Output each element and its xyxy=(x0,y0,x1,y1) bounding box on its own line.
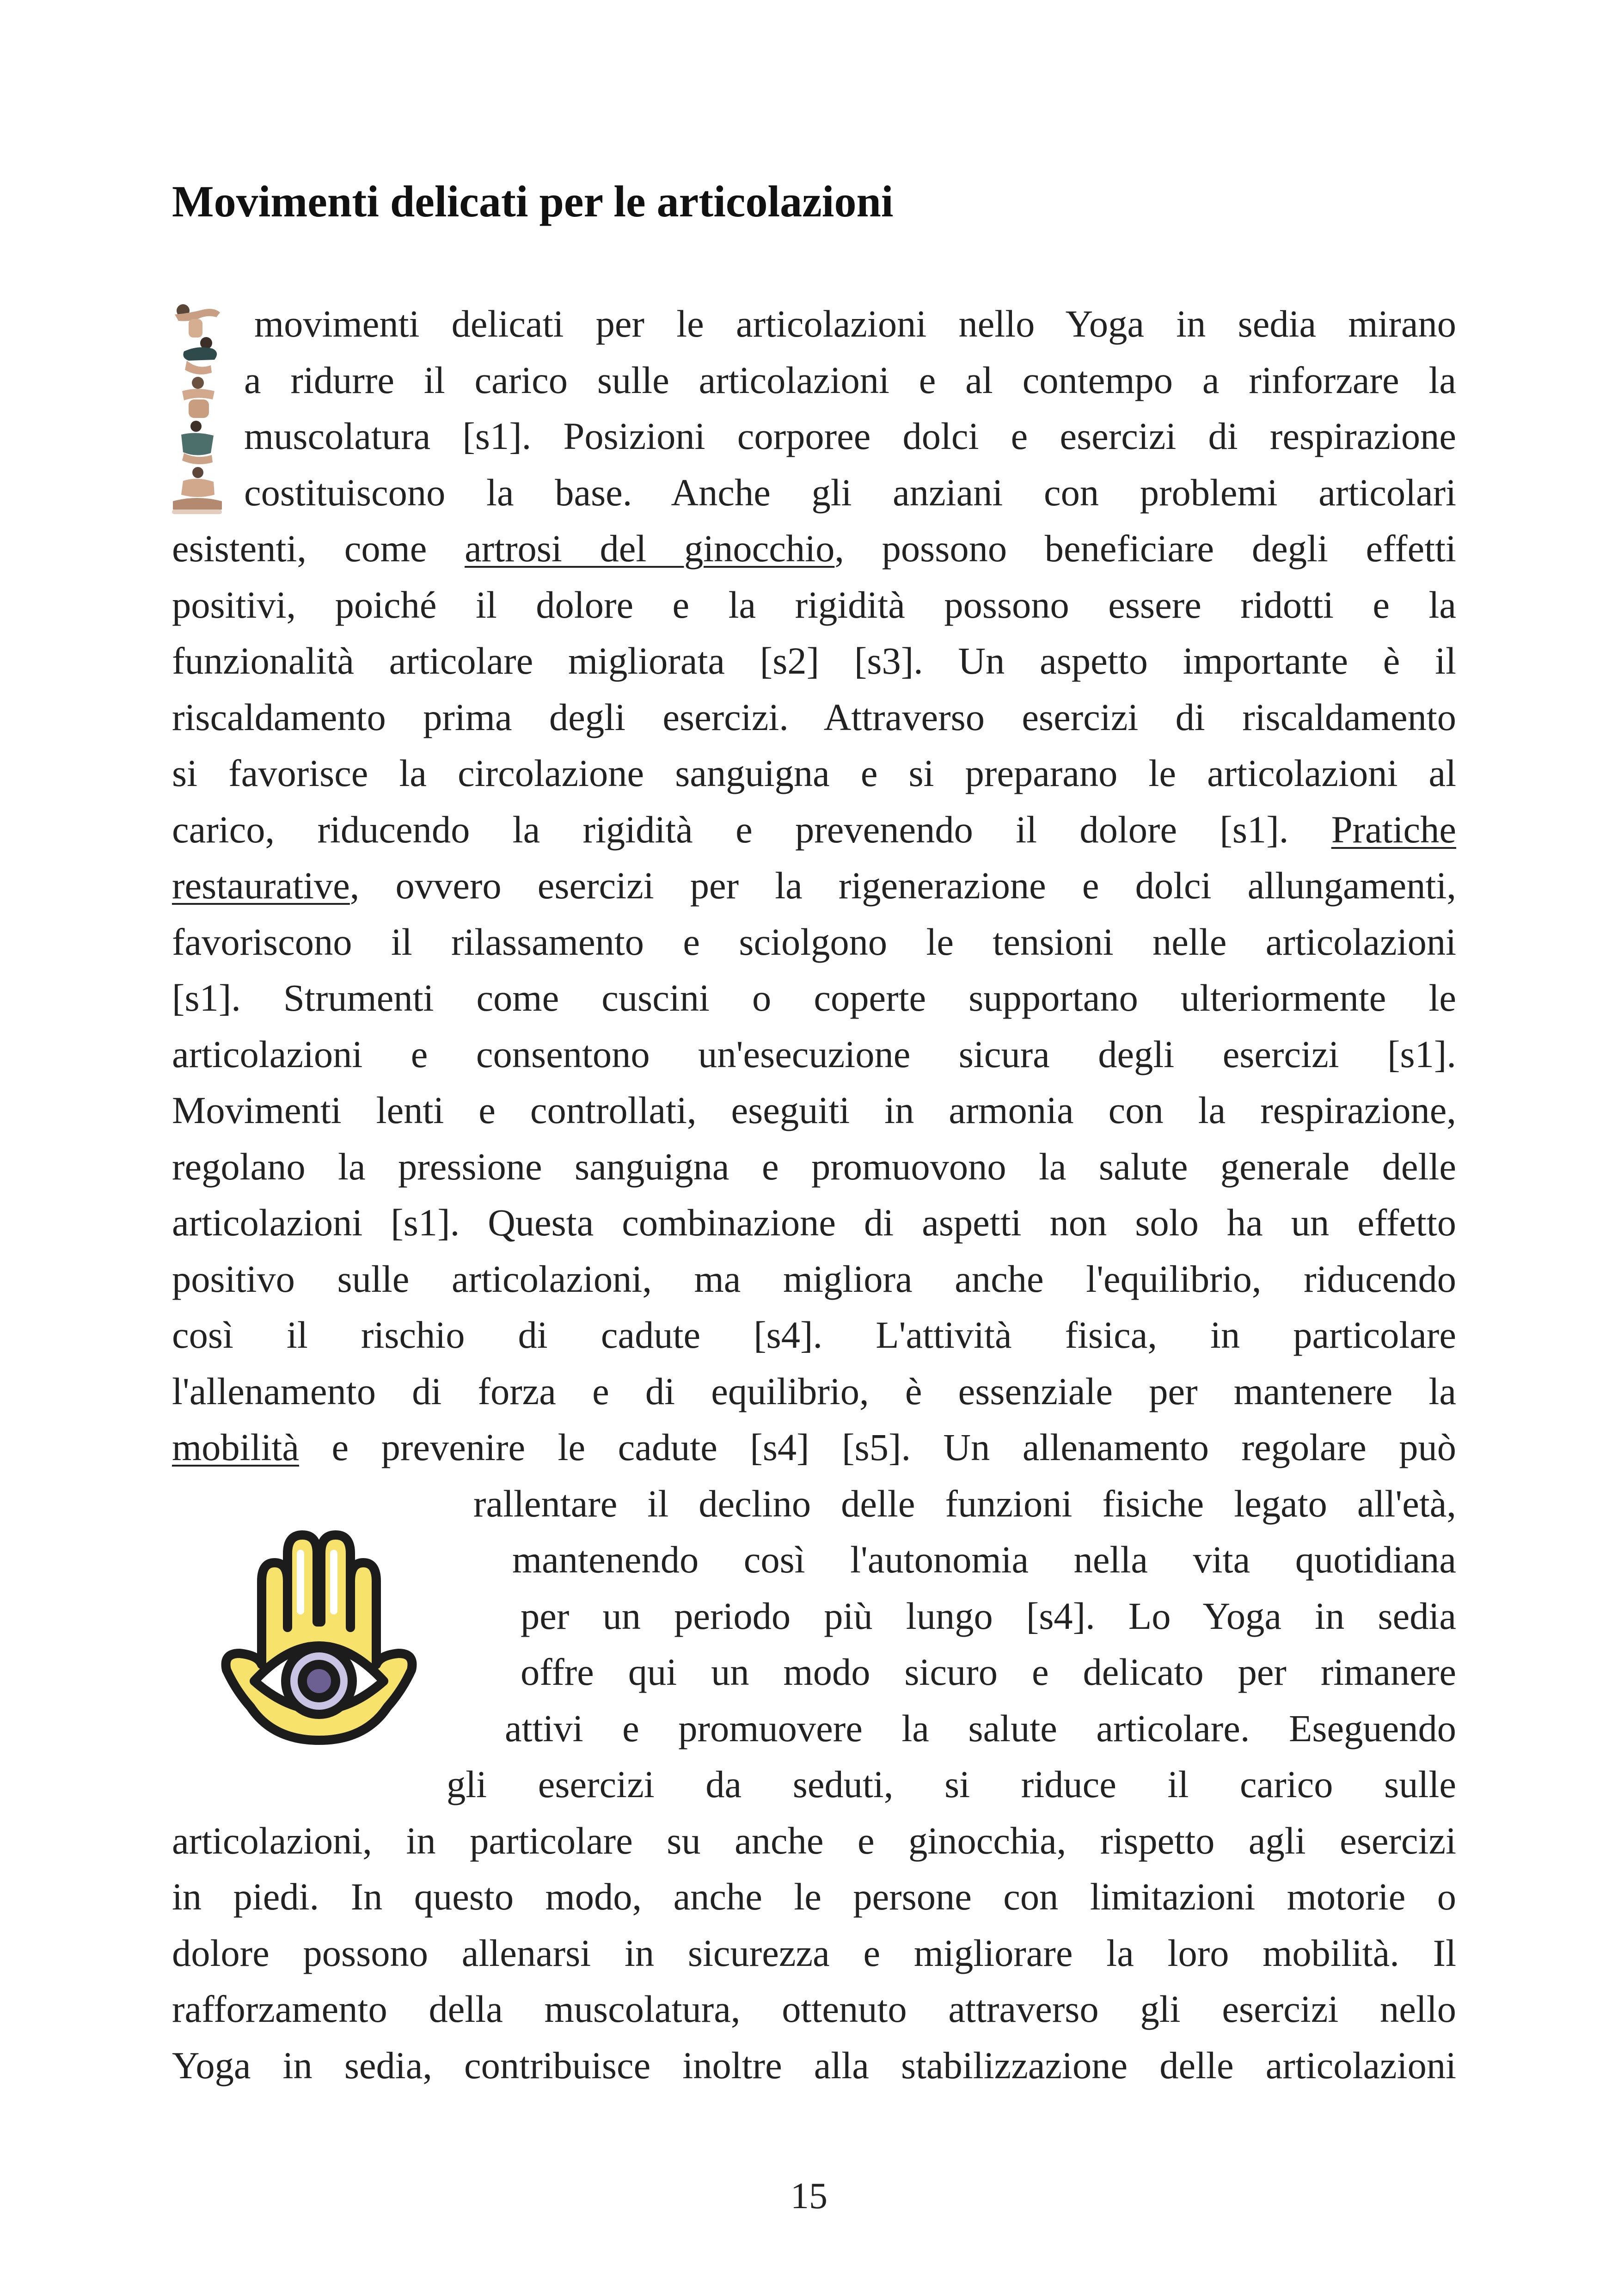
hamsa-hand-icon xyxy=(217,1526,421,1750)
text-line: mantenendo così l'autonomia nella vita quotidiana xyxy=(512,1538,1456,1581)
text-line: movimenti delicati per le articolazioni nello Yoga in sedia mirano xyxy=(254,302,1456,345)
text-line: gli esercizi da seduti, si riduce il carico sulle xyxy=(447,1763,1456,1805)
text-line: riscaldamento prima degli esercizi. Attraverso esercizi di riscaldamento xyxy=(172,695,1456,738)
text-line: si favorisce la circolazione sanguigna e si preparano le articolazioni al xyxy=(172,752,1456,794)
link-restaurative[interactable]: restaurative xyxy=(172,864,350,907)
text-line: carico, riducendo la rigidità e prevenendo il dolore [s1]. Pratiche xyxy=(172,808,1456,851)
text-line: esistenti, come artrosi del ginocchio, possono beneficiare degli effetti xyxy=(172,527,1456,570)
text-line: dolore possono allenarsi in sicurezza e migliorare la loro mobilità. Il xyxy=(172,1931,1456,1974)
text-line: positivo sulle articolazioni, ma migliora anche l'equilibrio, riducendo xyxy=(172,1257,1456,1300)
text-line: attivi e promuovere la salute articolare. Eseguendo xyxy=(505,1707,1456,1750)
page-number: 15 xyxy=(791,2176,827,2216)
text-line: muscolatura [s1]. Posizioni corporee dolci e esercizi di respirazione xyxy=(244,415,1456,457)
text-line: articolazioni e consentono un'esecuzione sicura degli esercizi [s1]. xyxy=(172,1032,1456,1075)
link-pratiche-restaurative[interactable]: Pratiche xyxy=(1331,808,1456,851)
text-line: funzionalità articolare migliorata [s2] [s3]. Un aspetto importante è il xyxy=(172,639,1456,682)
text-line: articolazioni, in particolare su anche e ginocchia, rispetto agli esercizi xyxy=(172,1819,1456,1862)
body-paragraph xyxy=(172,296,1456,2093)
text-line: costituiscono la base. Anche gli anziani con problemi articolari xyxy=(244,471,1456,514)
text-line: in piedi. In questo modo, anche le persone con limitazioni motorie o xyxy=(172,1875,1456,1918)
link-artrosi-ginocchio[interactable]: artrosi del ginocchio xyxy=(465,527,835,570)
link-mobilita[interactable]: mobilità xyxy=(172,1426,299,1468)
text-line: a ridurre il carico sulle articolazioni e al contempo a rinforzare la xyxy=(244,358,1456,401)
text-line: regolano la pressione sanguigna e promuovono la salute generale delle xyxy=(172,1145,1456,1188)
text-line: Yoga in sedia, contribuisce inoltre alla stabilizzazione delle articolazioni xyxy=(172,2044,1456,2087)
text-line: l'allenamento di forza e di equilibrio, è essenziale per mantenere la xyxy=(172,1369,1456,1412)
text-line: offre qui un modo sicuro e delicato per rimanere xyxy=(521,1651,1456,1693)
text-line: rafforzamento della muscolatura, ottenuto attraverso gli esercizi nello xyxy=(172,1988,1456,2030)
text-line: articolazioni [s1]. Questa combinazione di aspetti non solo ha un effetto xyxy=(172,1201,1456,1244)
text-line: mobilità e prevenire le cadute [s4] [s5]. Un allenamento regolare può xyxy=(172,1426,1456,1468)
text-line: positivi, poiché il dolore e la rigidità possono essere ridotti e la xyxy=(172,583,1456,626)
text-line: così il rischio di cadute [s4]. L'attività fisica, in particolare xyxy=(172,1314,1456,1356)
text-line: favoriscono il rilassamento e sciolgono le tensioni nelle articolazioni xyxy=(172,920,1456,963)
text-line: [s1]. Strumenti come cuscini o coperte supportano ulteriormente le xyxy=(172,976,1456,1019)
text-line: per un periodo più lungo [s4]. Lo Yoga in sedia xyxy=(521,1594,1456,1637)
text-line: restaurative, ovvero esercizi per la rigenerazione e dolci allungamenti, xyxy=(172,864,1456,907)
text-line: Movimenti lenti e controllati, eseguiti in armonia con la respirazione, xyxy=(172,1089,1456,1131)
page-title: Movimenti delicati per le articolazioni xyxy=(172,177,894,226)
text-line: rallentare il declino delle funzioni fisiche legato all'età, xyxy=(473,1482,1456,1525)
